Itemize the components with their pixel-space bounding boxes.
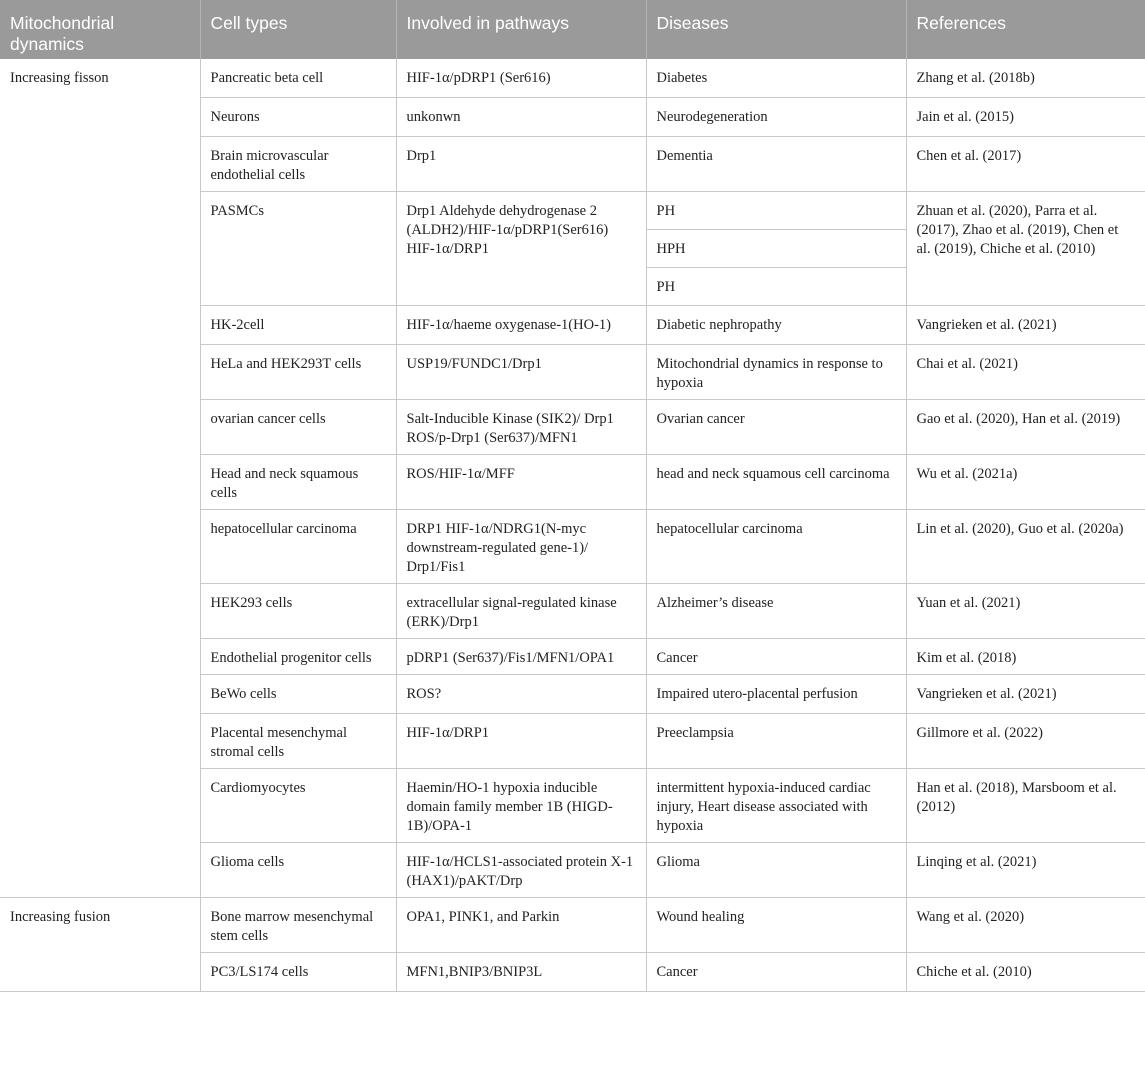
disease: Preeclampsia bbox=[646, 714, 906, 769]
disease: Impaired utero-placental perfusion bbox=[646, 675, 906, 714]
pathway: HIF-1α/DRP1 bbox=[396, 714, 646, 769]
cell-type: BeWo cells bbox=[200, 675, 396, 714]
cell-type: PASMCs bbox=[200, 192, 396, 306]
reference: Jain et al. (2015) bbox=[906, 98, 1145, 137]
cell-type: PC3/LS174 cells bbox=[200, 953, 396, 992]
disease: Ovarian cancer bbox=[646, 400, 906, 455]
cell-type: ovarian cancer cells bbox=[200, 400, 396, 455]
cell-type: Placental mesenchymal stromal cells bbox=[200, 714, 396, 769]
disease: Glioma bbox=[646, 843, 906, 898]
reference: Chen et al. (2017) bbox=[906, 137, 1145, 192]
header-row bbox=[0, 0, 1145, 59]
reference: Vangrieken et al. (2021) bbox=[906, 306, 1145, 345]
reference: Kim et al. (2018) bbox=[906, 639, 1145, 675]
reference: Linqing et al. (2021) bbox=[906, 843, 1145, 898]
table-body bbox=[0, 59, 1145, 992]
pathway: Drp1 bbox=[396, 137, 646, 192]
reference: Chiche et al. (2010) bbox=[906, 953, 1145, 992]
group-label-fission: Increasing fisson bbox=[0, 59, 200, 898]
cell-type: Glioma cells bbox=[200, 843, 396, 898]
pathway: unkonwn bbox=[396, 98, 646, 137]
disease: head and neck squamous cell carcinoma bbox=[646, 455, 906, 510]
cell-type: HK-2cell bbox=[200, 306, 396, 345]
reference: Vangrieken et al. (2021) bbox=[906, 675, 1145, 714]
header-cell-types: Cell types bbox=[200, 0, 396, 59]
disease: intermittent hypoxia-induced cardiac injury, Heart disease associated with hypoxia bbox=[646, 769, 906, 843]
table-row bbox=[0, 59, 1145, 98]
cell-type: Cardiomyocytes bbox=[200, 769, 396, 843]
cell-type: Bone marrow mesenchymal stem cells bbox=[200, 898, 396, 953]
pathway: Salt-Inducible Kinase (SIK2)/ Drp1 ROS/p-Drp1 (Ser637)/MFN1 bbox=[396, 400, 646, 455]
reference: Gao et al. (2020), Han et al. (2019) bbox=[906, 400, 1145, 455]
pathway: USP19/FUNDC1/Drp1 bbox=[396, 345, 646, 400]
header-diseases: Diseases bbox=[646, 0, 906, 59]
pathway: HIF-1α/haeme oxygenase-1(HO-1) bbox=[396, 306, 646, 345]
cell-type: Head and neck squamous cells bbox=[200, 455, 396, 510]
reference: Zhuan et al. (2020), Parra et al. (2017), Zhao et al. (2019), Chen et al. (2019), Chiche et al. (2010) bbox=[906, 192, 1145, 306]
pathway: extracellular signal-regulated kinase (ERK)/Drp1 bbox=[396, 584, 646, 639]
cell-type: Neurons bbox=[200, 98, 396, 137]
header-references: References bbox=[906, 0, 1145, 59]
disease: hepatocellular carcinoma bbox=[646, 510, 906, 584]
cell-type: Brain microvascular endothelial cells bbox=[200, 137, 396, 192]
pathway: pDRP1 (Ser637)/Fis1/MFN1/OPA1 bbox=[396, 639, 646, 675]
reference: Lin et al. (2020), Guo et al. (2020a) bbox=[906, 510, 1145, 584]
table-header bbox=[0, 0, 1145, 59]
pathway: Drp1 Aldehyde dehydrogenase 2 (ALDH2)/HIF-1α/pDRP1(Ser616) HIF-1α/DRP1 bbox=[396, 192, 646, 306]
pathway: HIF-1α/HCLS1-associated protein X-1 (HAX1)/pAKT/Drp bbox=[396, 843, 646, 898]
header-pathways: Involved in pathways bbox=[396, 0, 646, 59]
cell-type: HEK293 cells bbox=[200, 584, 396, 639]
disease: Mitochondrial dynamics in response to hypoxia bbox=[646, 345, 906, 400]
cell-type: Pancreatic beta cell bbox=[200, 59, 396, 98]
disease: Cancer bbox=[646, 639, 906, 675]
disease: Wound healing bbox=[646, 898, 906, 953]
reference: Zhang et al. (2018b) bbox=[906, 59, 1145, 98]
cell-type: hepatocellular carcinoma bbox=[200, 510, 396, 584]
reference: Yuan et al. (2021) bbox=[906, 584, 1145, 639]
disease: Diabetes bbox=[646, 59, 906, 98]
header-mitochondrial-dynamics: Mitochondrial dynamics bbox=[0, 0, 200, 59]
reference: Wang et al. (2020) bbox=[906, 898, 1145, 953]
disease: Dementia bbox=[646, 137, 906, 192]
reference: Wu et al. (2021a) bbox=[906, 455, 1145, 510]
disease: PH bbox=[646, 192, 906, 230]
reference: Chai et al. (2021) bbox=[906, 345, 1145, 400]
pathway: ROS/HIF-1α/MFF bbox=[396, 455, 646, 510]
reference: Gillmore et al. (2022) bbox=[906, 714, 1145, 769]
disease: Alzheimer’s disease bbox=[646, 584, 906, 639]
pathway: ROS? bbox=[396, 675, 646, 714]
disease: PH bbox=[646, 268, 906, 306]
disease: Cancer bbox=[646, 953, 906, 992]
table-row bbox=[0, 898, 1145, 953]
cell-type: Endothelial progenitor cells bbox=[200, 639, 396, 675]
pathway: OPA1, PINK1, and Parkin bbox=[396, 898, 646, 953]
group-label-fusion: Increasing fusion bbox=[0, 898, 200, 992]
pathway: HIF-1α/pDRP1 (Ser616) bbox=[396, 59, 646, 98]
disease: HPH bbox=[646, 230, 906, 268]
pathway: DRP1 HIF-1α/NDRG1(N-myc downstream-regulated gene-1)/ Drp1/Fis1 bbox=[396, 510, 646, 584]
cell-type: HeLa and HEK293T cells bbox=[200, 345, 396, 400]
pathway: MFN1,BNIP3/BNIP3L bbox=[396, 953, 646, 992]
disease: Neurodegeneration bbox=[646, 98, 906, 137]
pathway: Haemin/HO-1 hypoxia inducible domain family member 1B (HIGD-1B)/OPA-1 bbox=[396, 769, 646, 843]
disease: Diabetic nephropathy bbox=[646, 306, 906, 345]
reference: Han et al. (2018), Marsboom et al. (2012) bbox=[906, 769, 1145, 843]
